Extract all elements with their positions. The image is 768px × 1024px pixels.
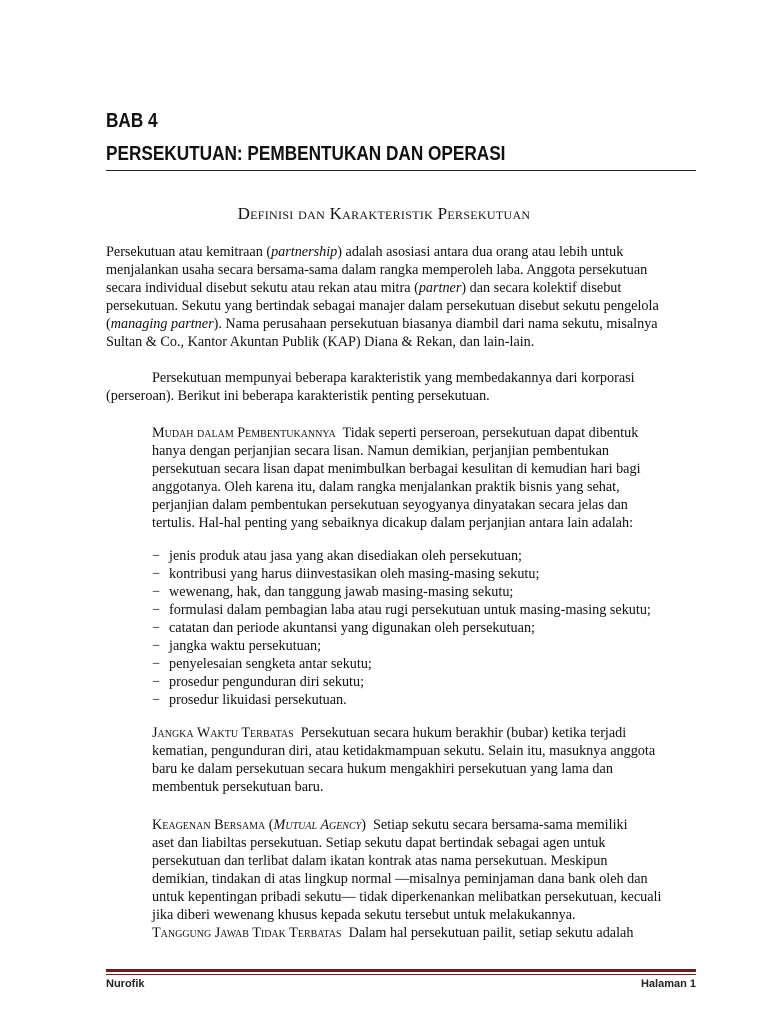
dash-bullet-icon: −: [152, 692, 161, 708]
chapter-title: PERSEKUTUAN: PEMBENTUKAN DAN OPERASI: [106, 143, 506, 165]
list-item: − penyelesaian sengketa antar sekutu;: [152, 656, 372, 672]
dash-bullet-icon: −: [152, 584, 161, 600]
jangka-heading: Jangka Waktu Terbatas: [152, 725, 294, 741]
dash-bullet-icon: −: [152, 620, 161, 636]
jangka-paragraph: Jangka Waktu Terbatas Persekutuan secara hukum berakhir (bubar) ketika terjadi kematian, pengunduran diri, atau ketidakmampuan sekutu. Selain itu, masuknya anggota baru ke dalam persekutuan secara hukum mengakhiri persekutuan yang lama dan membentuk persekutuan baru.: [152, 725, 656, 795]
agreement-list: [152, 547, 696, 709]
dash-bullet-icon: −: [152, 674, 161, 690]
dash-bullet-icon: −: [152, 548, 161, 564]
tanggung-heading: Tanggung Jawab Tidak Terbatas: [152, 925, 342, 941]
mudah-paragraph: Mudah dalam Pembentukannya Tidak seperti perseroan, persekutuan dapat dibentuk hanya dengan perjanjian secara lisan. Namun demikian, perjanjian pembentukan persekutuan secara lisan dapat menimbulkan berbagai kesulitan di kemudian hari bagi anggotanya. Oleh karena itu, dalam rangka menjalankan praktik bisnis yang sehat, perjanjian dalam pembentukan persekutuan seyogyanya dinyatakan secara jelas dan tertulis. Hal-hal penting yang sebaiknya dicakup dalam perjanjian antara lain adalah:: [152, 425, 641, 531]
list-item: − catatan dan periode akuntansi yang digunakan oleh persekutuan;: [152, 620, 535, 636]
footer-rule-thick: [106, 969, 696, 972]
chapter-divider: [106, 170, 696, 171]
list-item: − jenis produk atau jasa yang akan disediakan oleh persekutuan;: [152, 548, 522, 564]
intro-paragraph: Persekutuan atau kemitraan (partnership) adalah asosiasi antara dua orang atau lebih untuk menjalankan usaha secara bersama-sama dalam rangka memperoleh laba. Anggota persekutuan secara individual disebut sekutu atau rekan atau mitra (partner) dan secara kolektif disebut persekutuan. Sekutu yang bertindak sebagai manajer dalam persekutuan disebut sekutu pengelola (managing partner). Nama perusahaan persekutuan biasanya diambil dari nama sekutu, misalnya Sultan & Co., Kantor Akuntan Publik (KAP) Diana & Rekan, dan lain-lain.: [106, 244, 659, 350]
list-item: − formulasi dalam pembagian laba atau rugi persekutuan untuk masing-masing sekutu;: [152, 602, 651, 618]
list-item: − jangka waktu persekutuan;: [152, 638, 322, 654]
list-item: − prosedur likuidasi persekutuan.: [152, 692, 347, 708]
footer-author: Nurofik: [106, 978, 145, 990]
list-item: − kontribusi yang harus diinvestasikan oleh masing-masing sekutu;: [152, 566, 540, 582]
footer-rule-thin: [106, 974, 696, 975]
dash-bullet-icon: −: [152, 638, 161, 654]
dash-bullet-icon: −: [152, 566, 161, 582]
list-item: − prosedur pengunduran diri sekutu;: [152, 674, 365, 690]
keagenan-heading: Keagenan Bersama (Mutual Agency): [152, 817, 366, 833]
tanggung-paragraph: Tanggung Jawab Tidak Terbatas Dalam hal persekutuan pailit, setiap sekutu adalah: [152, 925, 634, 941]
characteristics-intro-paragraph: Persekutuan mempunyai beberapa karakteristik yang membedakannya dari korporasi (perseroan). Berikut ini beberapa karakteristik penting persekutuan.: [106, 370, 635, 404]
dash-bullet-icon: −: [152, 602, 161, 618]
list-item: − wewenang, hak, dan tanggung jawab masing-masing sekutu;: [152, 584, 514, 600]
keagenan-paragraph: Keagenan Bersama (Mutual Agency) Setiap sekutu secara bersama-sama memiliki aset dan liabiltas persekutuan. Setiap sekutu dapat bertindak sebagai agen untuk persekutuan dan terlibat dalam ikatan kontrak atas nama persekutuan. Meskipun demikian, tindakan di atas lingkup normal —misalnya peminjaman dana bank oleh dan untuk kepentingan pribadi sekutu— tidak diperkenankan melibatkan persekutuan, kecuali jika diberi wewenang khusus kepada sekutu tersebut untuk melakukannya.: [152, 817, 662, 923]
section-title: Definisi dan Karakteristik Persekutuan: [237, 204, 531, 223]
mudah-heading: Mudah dalam Pembentukannya: [152, 425, 336, 441]
chapter-number: BAB 4: [106, 110, 158, 132]
dash-bullet-icon: −: [152, 656, 161, 672]
footer-page-number: Halaman 1: [640, 978, 696, 990]
